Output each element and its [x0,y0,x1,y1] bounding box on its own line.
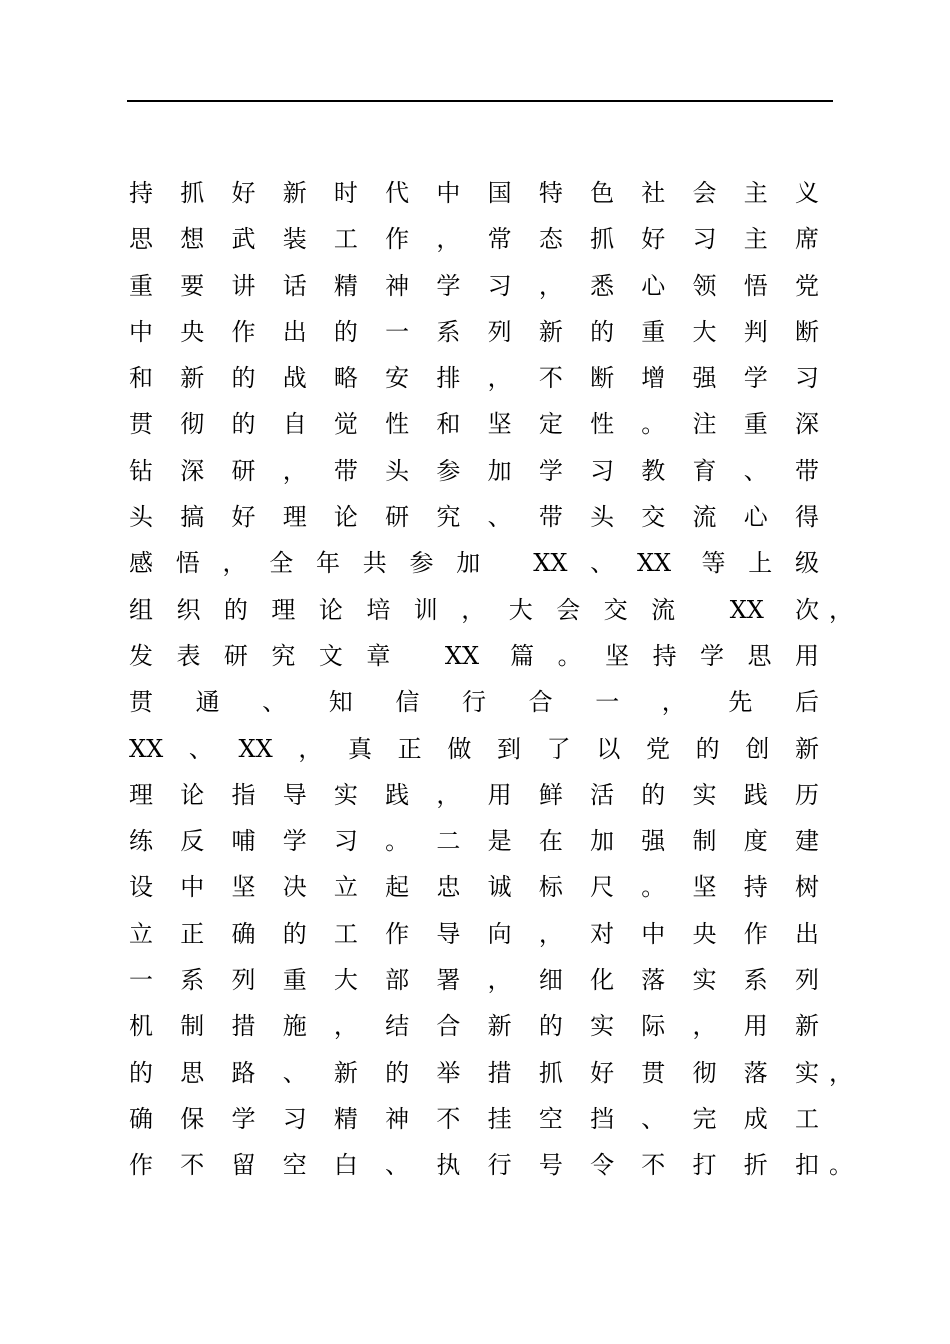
text-line [129,726,819,772]
text-line-content: 钻深研，带头参加学习教育、带 [129,456,819,485]
text-line [129,633,819,679]
text-line-content: 机制措施，结合新的实际，用新 [129,1012,819,1041]
text-line-content: 贯通、知信行合一，先后 [129,688,819,717]
text-line [129,587,853,633]
text-line-content: 持抓好新时代中国特色社会主义 [129,179,819,207]
text-line-content: 立正确的工作导向，对中央作出 [129,919,819,948]
header-rule [127,100,833,102]
text-line [129,216,819,262]
text-line [129,1142,853,1188]
text-line [129,1003,819,1049]
text-line [129,679,819,725]
text-line [129,355,819,401]
text-line [129,1096,819,1142]
text-line [129,401,819,447]
text-line [129,772,819,818]
text-line-content: 练反哺学习。二是在加强制度建 [129,827,819,856]
text-line [129,448,819,494]
text-line [129,263,819,309]
text-line [129,494,819,540]
text-line-content: 确保学习精神不挂空挡、完成工 [129,1104,819,1133]
text-line [129,170,819,216]
text-line [129,309,819,355]
text-line-content: 的思路、新的举措抓好贯彻落实 [129,1058,819,1087]
line-end-punctuation: ， [829,1058,853,1087]
text-line-content: 头搞好理论研究、带头交流心得 [129,503,819,532]
text-line-content: 感悟，全年共参加 XX、XX 等上级 [129,549,819,578]
text-line-content: 中央作出的一系列新的重大判断 [129,317,819,346]
text-line-content: 理论指导实践，用鲜活的实践历 [129,780,819,809]
text-line [129,1050,853,1096]
text-line [129,957,819,1003]
text-line [129,911,819,957]
text-line-content: 一系列重大部署，细化落实系列 [129,966,819,995]
text-line [129,540,819,586]
text-line-content: 组织的理论培训，大会交流 XX 次 [129,595,819,624]
text-line [129,864,819,910]
text-line-content: 和新的战略安排，不断增强学习 [129,364,819,393]
text-line [129,818,819,864]
text-line-content: 重要讲话精神学习，悉心领悟党 [129,271,819,300]
line-end-punctuation: ， [829,595,853,624]
body-text [129,170,853,1189]
text-line-content: 发表研究文章 XX 篇。坚持学思用 [129,641,819,670]
text-line-content: 作不留空白、执行号令不打折扣 [129,1151,819,1180]
text-line-content: XX、XX，真正做到了以党的创新 [129,734,819,763]
text-line-content: 思想武装工作，常态抓好习主席 [129,225,819,254]
text-line-content: 设中坚决立起忠诚标尺。坚持树 [129,873,819,902]
line-end-punctuation: 。 [829,1151,853,1180]
text-line-content: 贯彻的自觉性和坚定性。注重深 [129,410,819,439]
